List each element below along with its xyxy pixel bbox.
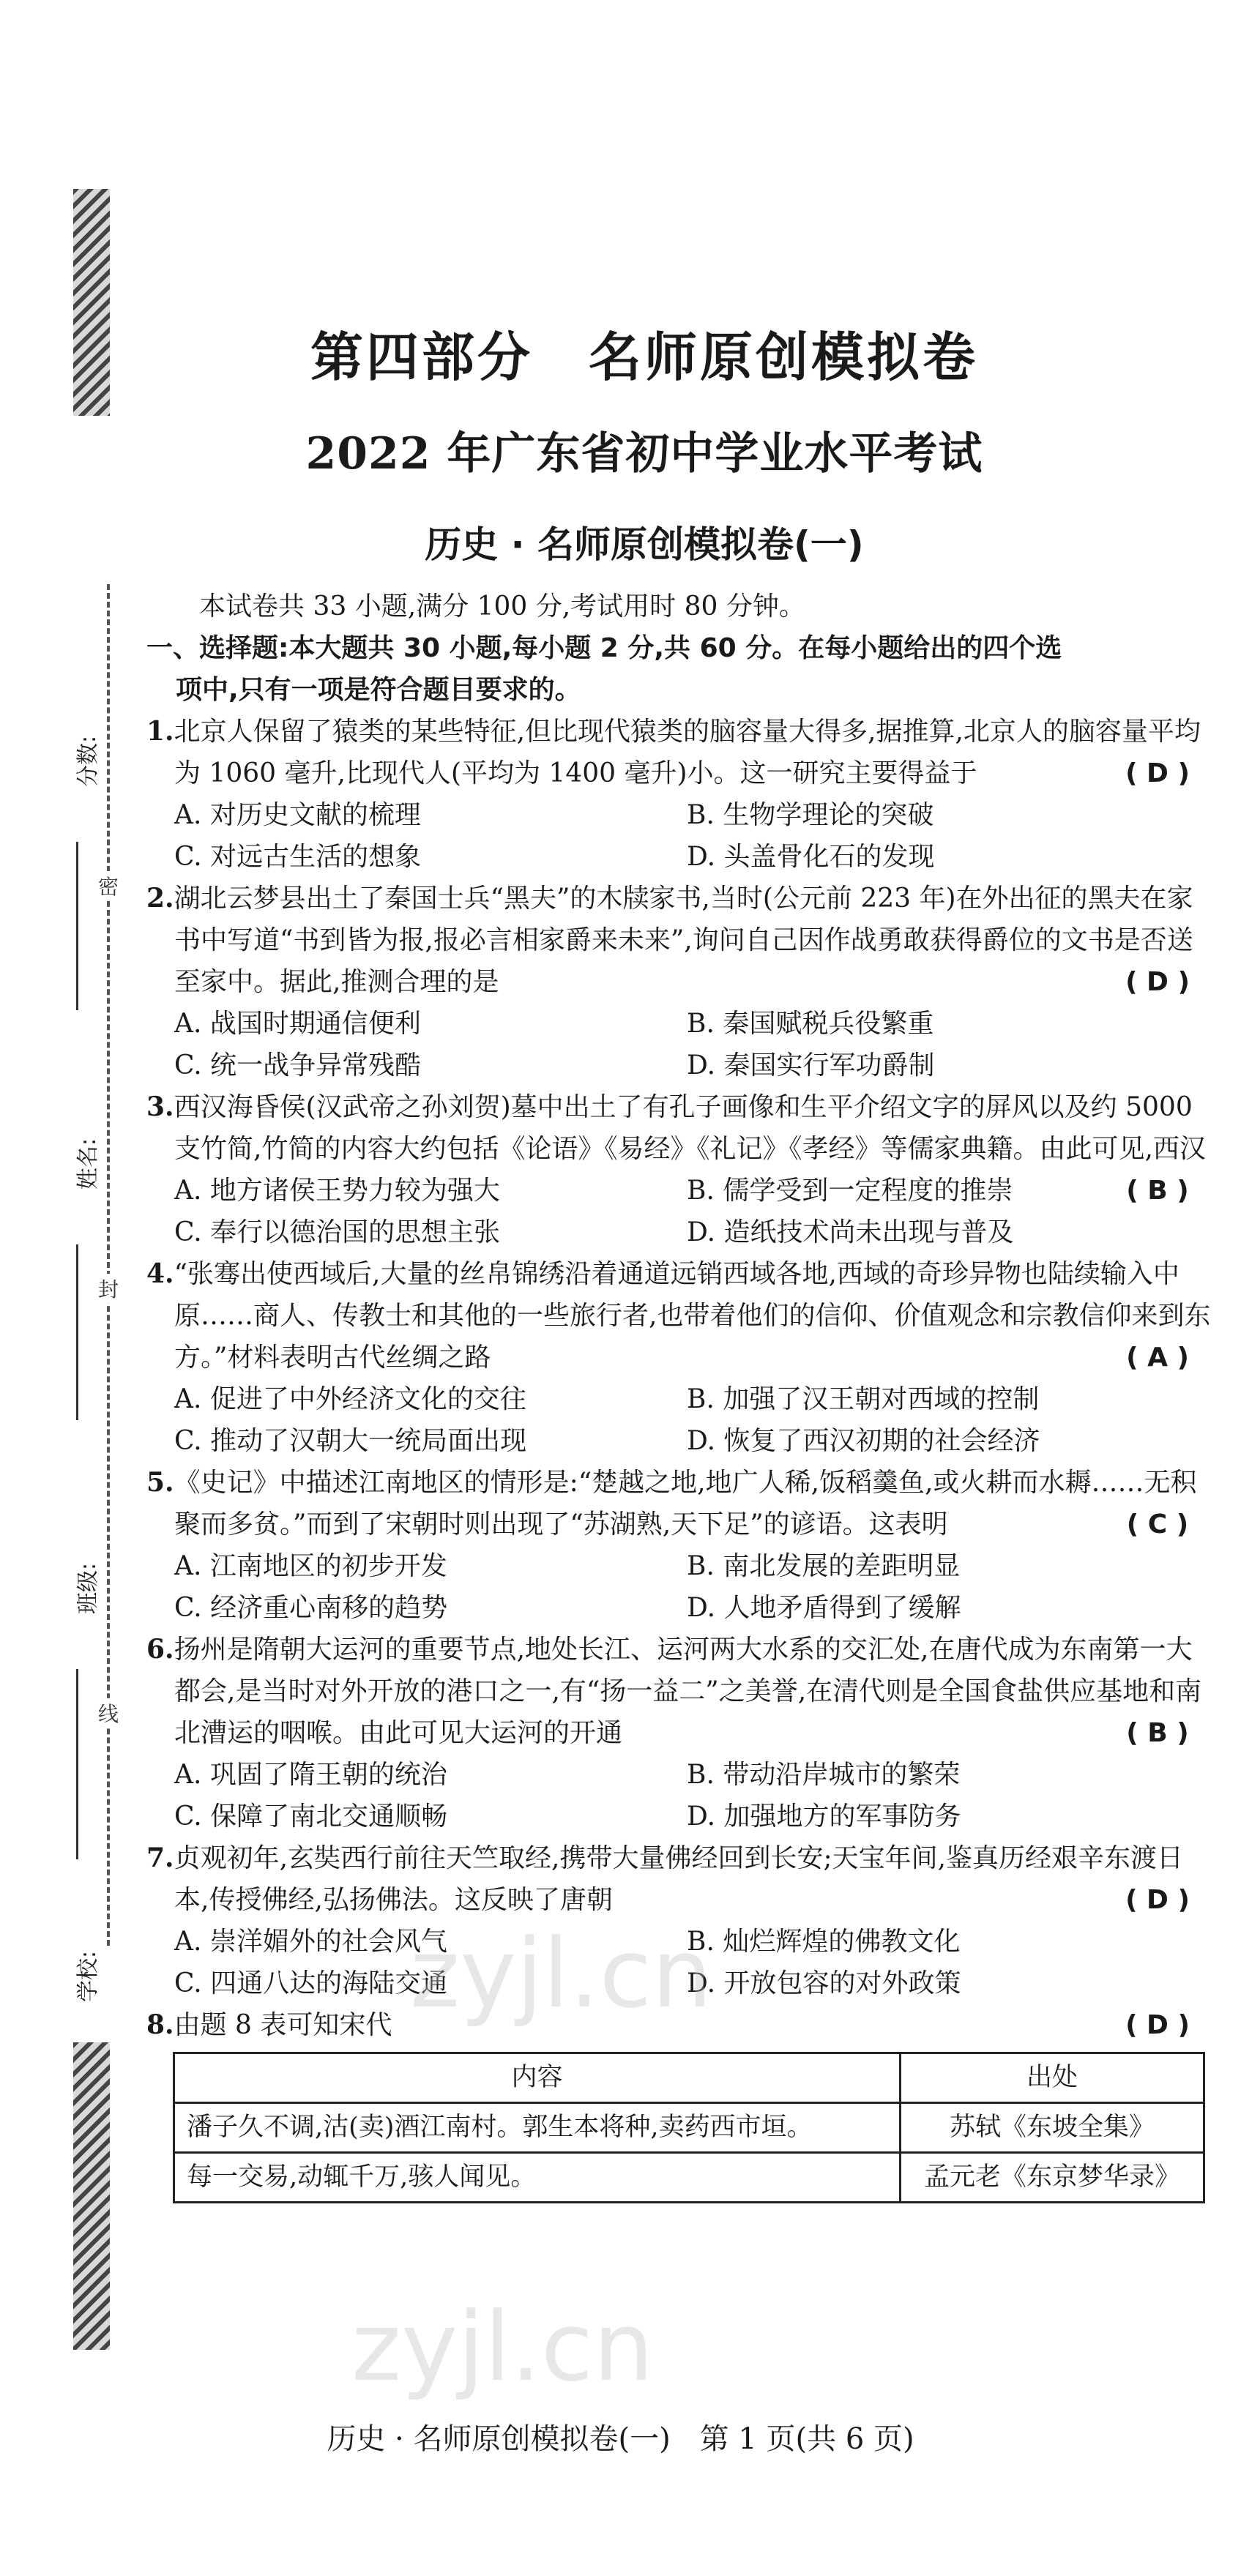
question-number: 4. [146,1258,174,1289]
section-text: 本大题共 30 小题,每小题 2 分,共 60 分。在每小题给出的四个选 [288,633,1062,663]
source-table [173,2052,1205,2203]
answer-mark: ( B ) [1126,1176,1189,1206]
question-stem: 北京人保留了猿类的某些特征,但比现代猿类的脑容量大得多,据推算,北京人的脑容量平均为 1060 毫升,比现代人(平均为 1400 毫升)小。这一研究主要得益于 [174,717,1201,788]
option-d[interactable]: D. 恢复了西汉初期的社会经济 [687,1426,1040,1456]
seal-mark-feng: 封 [97,1274,120,1303]
paper-title: 历史 · 名师原创模拟卷(一) [425,523,864,566]
question-5 [146,1462,1212,1629]
option-d[interactable]: D. 加强地方的军事防务 [687,1802,961,1832]
option-c[interactable]: C. 奉行以德治国的思想主张 [174,1217,501,1247]
question-3 [146,1086,1212,1253]
field-name-line [76,1244,78,1420]
option-a[interactable]: A. 崇洋媚外的社会风气 [174,1927,447,1957]
table-cell-source: 孟元老《东京梦华录》 [901,2153,1204,2203]
table-header-source: 出处 [901,2053,1204,2103]
page-header [220,315,1069,568]
option-c[interactable]: C. 推动了汉朝大一统局面出现 [174,1426,527,1456]
question-number: 8. [146,2009,174,2040]
option-c[interactable]: C. 四通八达的海陆交通 [174,1968,448,1998]
exam-title: 2022 年广东省初中学业水平考试 [305,428,983,479]
seal-mark-mi: 密 [97,871,120,900]
field-score-label: 分数: [75,735,101,787]
question-8 [146,2004,1212,2203]
question-4 [146,1253,1212,1462]
table-row [174,2103,1204,2153]
table-cell-content: 潘子久不调,沽(卖)酒江南村。郭生本将种,卖药西市垣。 [174,2103,901,2153]
answer-mark: ( A ) [1126,1343,1189,1373]
page-footer: 历史 · 名师原创模拟卷(一) 第 1 页(共 6 页) [327,2422,914,2456]
question-number: 2. [146,883,174,914]
question-stem: 由题 8 表可知宋代 [174,2010,392,2040]
question-stem: 《史记》中描述江南地区的情形是:“楚越之地,地广人稀,饭稻羹鱼,或火耕而水耨……无积聚而多贫。”而到了宋朝时则出现了“苏湖熟,天下足”的谚语。这表明 [174,1468,1197,1539]
question-stem: 西汉海昏侯(汉武帝之孙刘贺)墓中出土了有孔子画像和生平介绍文字的屏风以及约 5000 支竹简,竹简的内容大约包括《论语》《易经》《礼记》《孝经》等儒家典籍。由此可见,西汉 [174,1092,1206,1164]
question-number: 3. [146,1091,174,1122]
answer-mark: ( C ) [1126,1509,1189,1539]
answer-mark: ( D ) [1125,2010,1190,2040]
option-b[interactable]: B. 儒学受到一定程度的推崇 [687,1176,1013,1206]
option-c[interactable]: C. 对远古生活的想象 [174,842,422,872]
question-6 [146,1629,1212,1837]
option-c[interactable]: C. 经济重心南移的趋势 [174,1593,448,1623]
option-b[interactable]: B. 加强了汉王朝对西域的控制 [687,1384,1040,1414]
field-name-label: 姓名: [75,1138,101,1190]
option-d[interactable]: D. 人地矛盾得到了缓解 [687,1593,961,1623]
exam-intro: 本试卷共 33 小题,满分 100 分,考试用时 80 分钟。 [199,591,805,621]
question-number: 1. [146,716,174,747]
watermark: zyjl.cn [410,1918,712,2029]
option-a[interactable]: A. 促进了中外经济文化的交往 [174,1384,526,1414]
question-number: 5. [146,1467,174,1498]
question-stem: 贞观初年,玄奘西行前往天竺取经,携带大量佛经回到长安;天宝年间,鉴真历经艰辛东渡日本,传授佛经,弘扬佛法。这反映了唐朝 [174,1843,1184,1915]
question-stem: “张骞出使西域后,大量的丝帛锦绣沿着通道远销西域各地,西域的奇珍异物也陆续输入中原……商人、传教士和其他的一些旅行者,也带着他们的信仰、价值观念和宗教信仰来到东方。”材料表明古代丝绸之路 [174,1259,1211,1373]
option-b[interactable]: B. 秦国赋税兵役繁重 [687,1009,934,1039]
binding-hatch-top [73,189,110,416]
question-2 [146,878,1212,1086]
table-cell-content: 每一交易,动辄千万,骇人闻见。 [174,2153,901,2203]
option-b[interactable]: B. 生物学理论的突破 [687,800,934,830]
field-class-label: 班级: [75,1562,101,1614]
option-b[interactable]: B. 灿烂辉煌的佛教文化 [687,1927,961,1957]
answer-mark: ( D ) [1125,758,1190,788]
seal-cut-line [107,584,110,1946]
question-number: 7. [146,1843,174,1873]
seal-mark-xian: 线 [97,1698,120,1728]
option-c[interactable]: C. 保障了南北交通顺畅 [174,1802,448,1832]
table-row [174,2153,1204,2203]
option-a[interactable]: A. 巩固了隋王朝的统治 [174,1760,447,1790]
option-b[interactable]: B. 带动沿岸城市的繁荣 [687,1760,961,1790]
option-d[interactable]: D. 头盖骨化石的发现 [687,842,935,872]
table-header-content: 内容 [174,2053,901,2103]
field-class-line [76,1669,78,1859]
option-d[interactable]: D. 秦国实行军功爵制 [687,1050,935,1080]
question-stem: 湖北云梦县出土了秦国士兵“黑夫”的木牍家书,当时(公元前 223 年)在外出征的黑夫在家书中写道“书到皆为报,报必言相家爵来未来”,询问自己因作战勇敢获得爵位的文书是否送至家中。据此,推测合理的是 [174,884,1193,997]
option-d[interactable]: D. 造纸技术尚未出现与普及 [687,1217,1014,1247]
question-stem: 扬州是隋朝大运河的重要节点,地处长江、运河两大水系的交汇处,在唐代成为东南第一大都会,是当时对外开放的港口之一,有“扬一益二”之美誉,在清代则是全国食盐供应基地和南北漕运的咽喉。由此可见大运河的开通 [174,1635,1202,1748]
option-a[interactable]: A. 对历史文献的梳理 [174,800,421,830]
answer-mark: ( D ) [1125,1885,1190,1915]
section-heading [146,627,1212,711]
option-a[interactable]: A. 战国时期通信便利 [174,1009,421,1039]
option-b[interactable]: B. 南北发展的差距明显 [687,1551,961,1581]
section-label: 一、选择题: [146,633,289,663]
option-a[interactable]: A. 地方诸侯王势力较为强大 [174,1176,500,1206]
table-cell-source: 苏轼《东坡全集》 [901,2103,1204,2153]
part-title: 第四部分 名师原创模拟卷 [310,326,978,388]
option-d[interactable]: D. 开放包容的对外政策 [687,1968,961,1998]
question-1 [146,711,1212,878]
binding-hatch-bottom [73,2042,110,2350]
section-text-cont: 项中,只有一项是符合题目要求的。 [176,675,581,705]
answer-mark: ( B ) [1126,1718,1189,1748]
field-school-label: 学校: [75,1950,101,2002]
field-score-line [76,842,78,1010]
question-number: 6. [146,1634,174,1665]
option-a[interactable]: A. 江南地区的初步开发 [174,1551,447,1581]
answer-mark: ( D ) [1125,967,1190,997]
option-c[interactable]: C. 统一战争异常残酷 [174,1050,422,1080]
watermark: zyjl.cn [351,2291,654,2403]
